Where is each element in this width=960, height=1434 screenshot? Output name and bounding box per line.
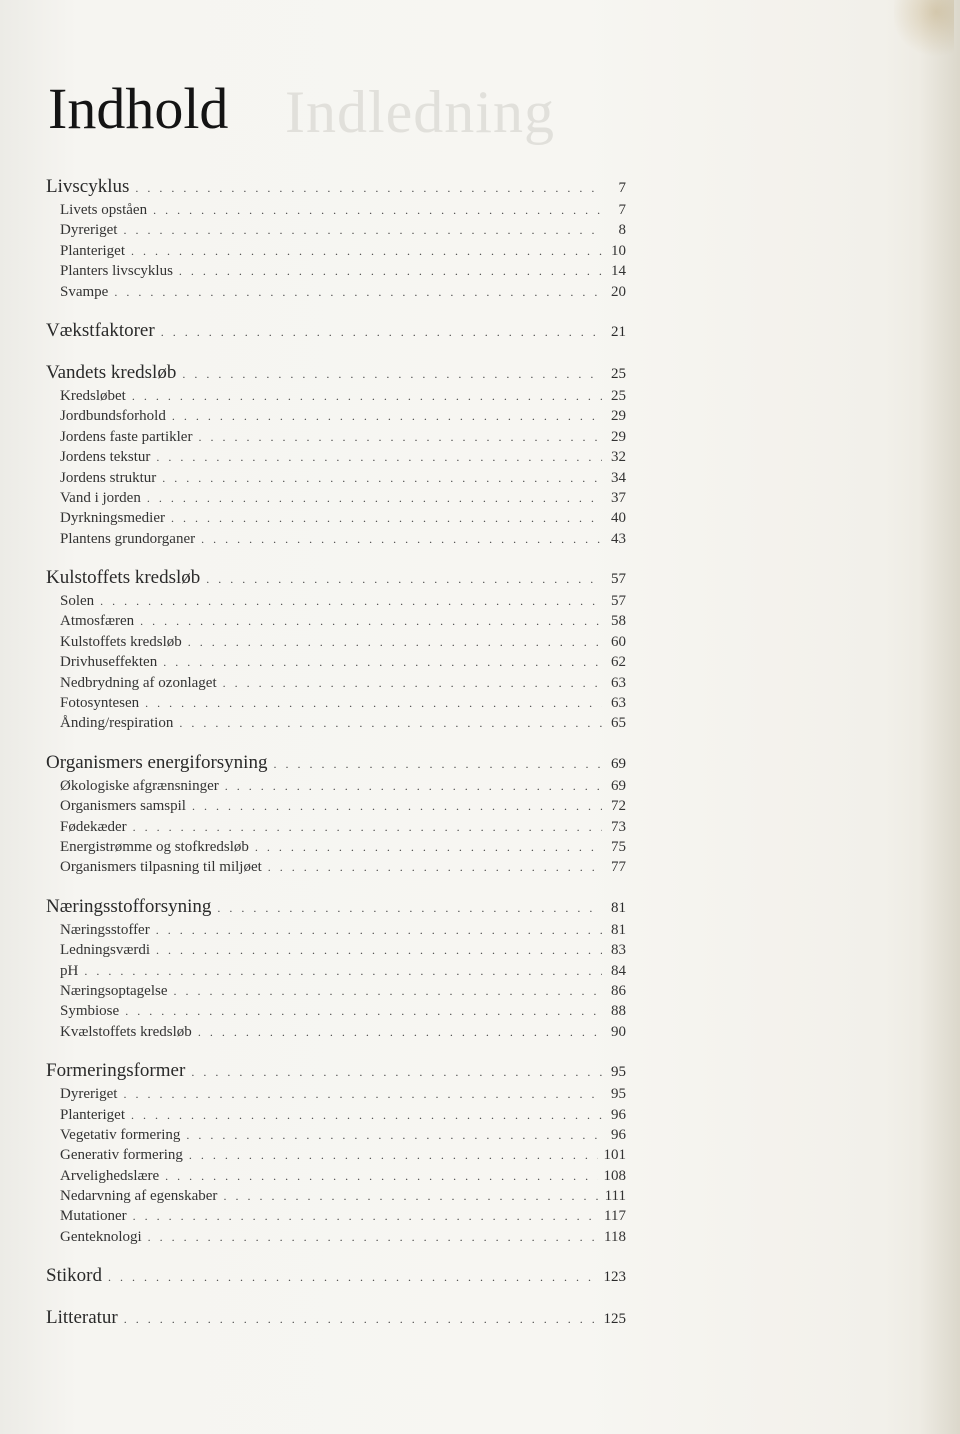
toc-section-vandets-kredsl-b <box>46 356 626 551</box>
entry-page-number: 84 <box>611 962 626 979</box>
entry-page-number: 73 <box>611 818 626 835</box>
entry-page-number: 65 <box>611 715 626 732</box>
toc-entry-row[interactable] <box>46 593 626 613</box>
entry-page-number: 118 <box>604 1228 626 1245</box>
dot-leader <box>198 430 602 445</box>
entry-page-number: 29 <box>611 428 626 445</box>
toc-entry-row[interactable] <box>46 1147 626 1167</box>
chapter-page-number: 125 <box>603 1311 626 1328</box>
dot-leader <box>156 450 602 465</box>
entry-title: Ledningsværdi <box>60 942 150 959</box>
dot-leader <box>268 860 602 875</box>
toc-entry-row[interactable] <box>46 202 626 222</box>
entry-title: Vand i jorden <box>60 489 141 506</box>
dot-leader <box>188 635 602 650</box>
toc-entry-row[interactable] <box>46 1003 626 1023</box>
entry-title: Planteriget <box>60 1106 125 1123</box>
dot-leader <box>217 901 602 916</box>
entry-title: Atmosfæren <box>60 613 135 630</box>
dot-leader <box>273 757 602 772</box>
toc-chapter-row[interactable] <box>46 890 626 922</box>
toc-chapter-row[interactable] <box>46 1259 626 1291</box>
dot-leader <box>114 285 602 300</box>
toc-entry-row[interactable] <box>46 510 626 530</box>
entry-page-number: 111 <box>604 1188 626 1205</box>
dot-leader <box>198 1025 602 1040</box>
dot-leader <box>163 655 602 670</box>
dot-leader <box>223 676 602 691</box>
toc-entry-row[interactable] <box>46 675 626 695</box>
dot-leader <box>123 223 602 238</box>
entry-page-number: 95 <box>611 1086 626 1103</box>
entry-page-number: 20 <box>611 283 626 300</box>
dot-leader <box>161 325 602 340</box>
toc-section-n-ringsstofforsyning <box>46 890 626 1044</box>
entry-page-number: 60 <box>611 633 626 650</box>
entry-page-number: 10 <box>611 242 626 259</box>
entry-title: Fødekæder <box>60 818 127 835</box>
entry-title: Vegetativ formering <box>60 1126 181 1143</box>
dot-leader <box>124 1312 598 1327</box>
page-title: Indhold <box>48 76 229 141</box>
entry-title: Jordens struktur <box>60 469 157 486</box>
toc-chapter-row[interactable] <box>46 170 626 202</box>
dot-leader <box>201 532 602 547</box>
toc-entry-row[interactable] <box>46 695 626 715</box>
entry-title: Økologiske afgrænsninger <box>60 777 219 794</box>
toc-entry-row[interactable] <box>46 859 626 879</box>
toc-entry-row[interactable] <box>46 1127 626 1147</box>
dot-leader <box>153 203 602 218</box>
dot-leader <box>179 264 602 279</box>
toc-section-v-kstfaktorer <box>46 314 626 346</box>
entry-title: Fotosyntesen <box>60 695 140 712</box>
bleed-through-text: Indledning <box>285 79 555 145</box>
entry-title: Kulstoffets kredsløb <box>60 633 182 650</box>
entry-page-number: 117 <box>604 1208 626 1225</box>
entry-title: Dyrkningsmedier <box>60 510 165 527</box>
chapter-title: Organismers energiforsyning <box>46 751 268 773</box>
entry-page-number: 62 <box>611 654 626 671</box>
dot-leader <box>225 779 602 794</box>
dot-leader <box>186 1128 602 1143</box>
entry-title: pH <box>60 962 79 979</box>
entry-title: Svampe <box>60 283 109 300</box>
toc-chapter-row[interactable] <box>46 1301 626 1333</box>
entry-page-number: 90 <box>611 1023 626 1040</box>
dot-leader <box>140 614 602 629</box>
entry-title: Mutationer <box>60 1208 127 1225</box>
dot-leader <box>192 799 602 814</box>
entry-title: Planteriget <box>60 242 125 259</box>
entry-title: Energistrømme og stofkredsløb <box>60 838 249 855</box>
dot-leader <box>100 594 602 609</box>
toc-entry-row[interactable] <box>46 613 626 633</box>
dot-leader <box>133 1209 598 1224</box>
toc-entry-row[interactable] <box>46 408 626 428</box>
toc-entry-row[interactable] <box>46 531 626 551</box>
entry-page-number: 96 <box>611 1106 626 1123</box>
toc-entry-row[interactable] <box>46 1229 626 1249</box>
entry-title: Plantens grundorganer <box>60 530 196 547</box>
entry-title: Symbiose <box>60 1003 120 1020</box>
entry-title: Livets opståen <box>60 202 148 218</box>
chapter-title: Formeringsformer <box>46 1060 186 1082</box>
page-edge-shadow <box>920 0 960 1434</box>
entry-page-number: 63 <box>611 674 626 691</box>
toc-entry-row[interactable] <box>46 388 626 408</box>
toc-entry-row[interactable] <box>46 263 626 283</box>
chapter-title: Vandets kredsløb <box>46 361 177 383</box>
dot-leader <box>123 1087 602 1102</box>
dot-leader <box>156 943 602 958</box>
dot-leader <box>189 1148 598 1163</box>
toc-chapter-row[interactable] <box>46 746 626 778</box>
toc-entry-row[interactable] <box>46 798 626 818</box>
dot-leader <box>148 1230 598 1245</box>
entry-page-number: 25 <box>611 387 626 404</box>
toc-entry-row[interactable] <box>46 1086 626 1106</box>
entry-page-number: 58 <box>611 613 626 630</box>
dot-leader <box>147 491 602 506</box>
toc-entry-row[interactable] <box>46 490 626 510</box>
toc-entry-row[interactable] <box>46 839 626 859</box>
entry-page-number: 83 <box>611 942 626 959</box>
toc-entry-row[interactable] <box>46 715 626 735</box>
chapter-page-number: 7 <box>618 180 626 196</box>
dot-leader <box>223 1189 598 1204</box>
entry-title: Næringsoptagelse <box>60 982 168 999</box>
toc-entry-row[interactable] <box>46 654 626 674</box>
entry-title: Generativ formering <box>60 1147 183 1164</box>
toc-entry-row[interactable] <box>46 449 626 469</box>
entry-title: Genteknologi <box>60 1228 142 1245</box>
toc-chapter-row[interactable] <box>46 561 626 593</box>
entry-title: Kvælstoffets kredsløb <box>60 1023 192 1040</box>
toc-section-livscyklus <box>46 170 626 304</box>
toc-entry-row[interactable] <box>46 1168 626 1188</box>
dot-leader <box>171 511 602 526</box>
chapter-page-number: 57 <box>611 571 626 588</box>
toc-section-kulstoffets-kredsl-b <box>46 561 626 736</box>
dot-leader <box>135 181 602 196</box>
chapter-page-number: 81 <box>611 899 626 916</box>
toc-entry-row[interactable] <box>46 1107 626 1127</box>
toc-entry-row[interactable] <box>46 819 626 839</box>
entry-page-number: 86 <box>611 982 626 999</box>
entry-title: Solen <box>60 593 95 610</box>
dot-leader <box>172 409 602 424</box>
toc-entry-row[interactable] <box>46 470 626 490</box>
toc-entry-row[interactable] <box>46 922 626 942</box>
dot-leader <box>191 1065 602 1080</box>
chapter-title: Vækstfaktorer <box>46 319 155 341</box>
chapter-title: Kulstoffets kredsløb <box>46 567 201 589</box>
toc-entry-row[interactable] <box>46 1188 626 1208</box>
dot-leader <box>255 840 602 855</box>
toc-section-organismers-energiforsyning <box>46 746 626 880</box>
entry-page-number: 101 <box>603 1147 626 1164</box>
entry-page-number: 96 <box>611 1126 626 1143</box>
dot-leader <box>132 389 602 404</box>
dot-leader <box>84 964 602 979</box>
entry-page-number: 8 <box>618 222 626 239</box>
toc-entry-row[interactable] <box>46 942 626 962</box>
dot-leader <box>173 984 602 999</box>
dot-leader <box>165 1169 597 1184</box>
toc-entry-row[interactable] <box>46 1208 626 1228</box>
toc-entry-row[interactable] <box>46 222 626 242</box>
entry-title: Næringsstoffer <box>60 921 150 938</box>
table-of-contents <box>46 170 626 1343</box>
entry-title: Organismers tilpasning til miljøet <box>60 859 262 876</box>
entry-title: Jordens tekstur <box>60 449 151 466</box>
entry-title: Nedbrydning af ozonlaget <box>60 674 217 691</box>
entry-title: Dyreriget <box>60 1086 118 1103</box>
chapter-page-number: 69 <box>611 755 626 772</box>
chapter-page-number: 95 <box>611 1064 626 1081</box>
entry-page-number: 69 <box>611 777 626 794</box>
chapter-title: Livscyklus <box>46 176 130 197</box>
toc-entry-row[interactable] <box>46 1024 626 1044</box>
chapter-title: Stikord <box>46 1265 102 1287</box>
dot-leader <box>162 471 602 486</box>
toc-entry-row[interactable] <box>46 983 626 1003</box>
dot-leader <box>131 1108 602 1123</box>
entry-title: Organismers samspil <box>60 798 186 815</box>
entry-title: Drivhuseffekten <box>60 654 158 671</box>
toc-chapter-row[interactable] <box>46 314 626 346</box>
entry-page-number: 29 <box>611 408 626 425</box>
entry-page-number: 108 <box>603 1167 626 1184</box>
dot-leader <box>156 923 602 938</box>
dot-leader <box>179 716 602 731</box>
entry-page-number: 57 <box>611 593 626 610</box>
chapter-title: Litteratur <box>46 1307 118 1329</box>
dot-leader <box>182 367 602 382</box>
entry-page-number: 75 <box>611 838 626 855</box>
chapter-page-number: 123 <box>603 1269 626 1286</box>
entry-page-number: 63 <box>611 695 626 712</box>
dot-leader <box>145 696 602 711</box>
dot-leader <box>131 244 602 259</box>
toc-section-stikord <box>46 1259 626 1291</box>
toc-section-litteratur <box>46 1301 626 1333</box>
dot-leader <box>125 1004 602 1019</box>
entry-title: Jordens faste partikler <box>60 428 193 445</box>
toc-entry-row[interactable] <box>46 778 626 798</box>
toc-entry-row[interactable] <box>46 634 626 654</box>
dot-leader <box>206 572 602 587</box>
entry-title: Arvelighedslære <box>60 1167 160 1184</box>
entry-page-number: 37 <box>611 489 626 506</box>
chapter-page-number: 21 <box>611 323 626 340</box>
entry-page-number: 34 <box>611 469 626 486</box>
toc-entry-row[interactable] <box>46 284 626 304</box>
toc-entry-row[interactable] <box>46 243 626 263</box>
entry-page-number: 77 <box>611 859 626 876</box>
entry-page-number: 32 <box>611 449 626 466</box>
entry-title: Dyreriget <box>60 222 118 239</box>
entry-page-number: 40 <box>611 510 626 527</box>
entry-title: Kredsløbet <box>60 387 126 404</box>
entry-page-number: 14 <box>611 263 626 280</box>
dot-leader <box>133 820 602 835</box>
entry-page-number: 72 <box>611 798 626 815</box>
toc-chapter-row[interactable] <box>46 1054 626 1086</box>
toc-entry-row[interactable] <box>46 963 626 983</box>
entry-title: Jordbundsforhold <box>60 408 166 425</box>
entry-page-number: 7 <box>618 202 626 218</box>
toc-chapter-row[interactable] <box>46 356 626 388</box>
entry-title: Planters livscyklus <box>60 263 173 280</box>
entry-title: Nedarvning af egenskaber <box>60 1188 218 1205</box>
toc-entry-row[interactable] <box>46 429 626 449</box>
entry-title: Ånding/respiration <box>60 715 174 732</box>
chapter-page-number: 25 <box>611 365 626 382</box>
entry-page-number: 43 <box>611 530 626 547</box>
entry-page-number: 88 <box>611 1003 626 1020</box>
dot-leader <box>108 1270 598 1285</box>
entry-page-number: 81 <box>611 921 626 938</box>
chapter-title: Næringsstofforsyning <box>46 895 212 917</box>
toc-section-formeringsformer <box>46 1054 626 1249</box>
